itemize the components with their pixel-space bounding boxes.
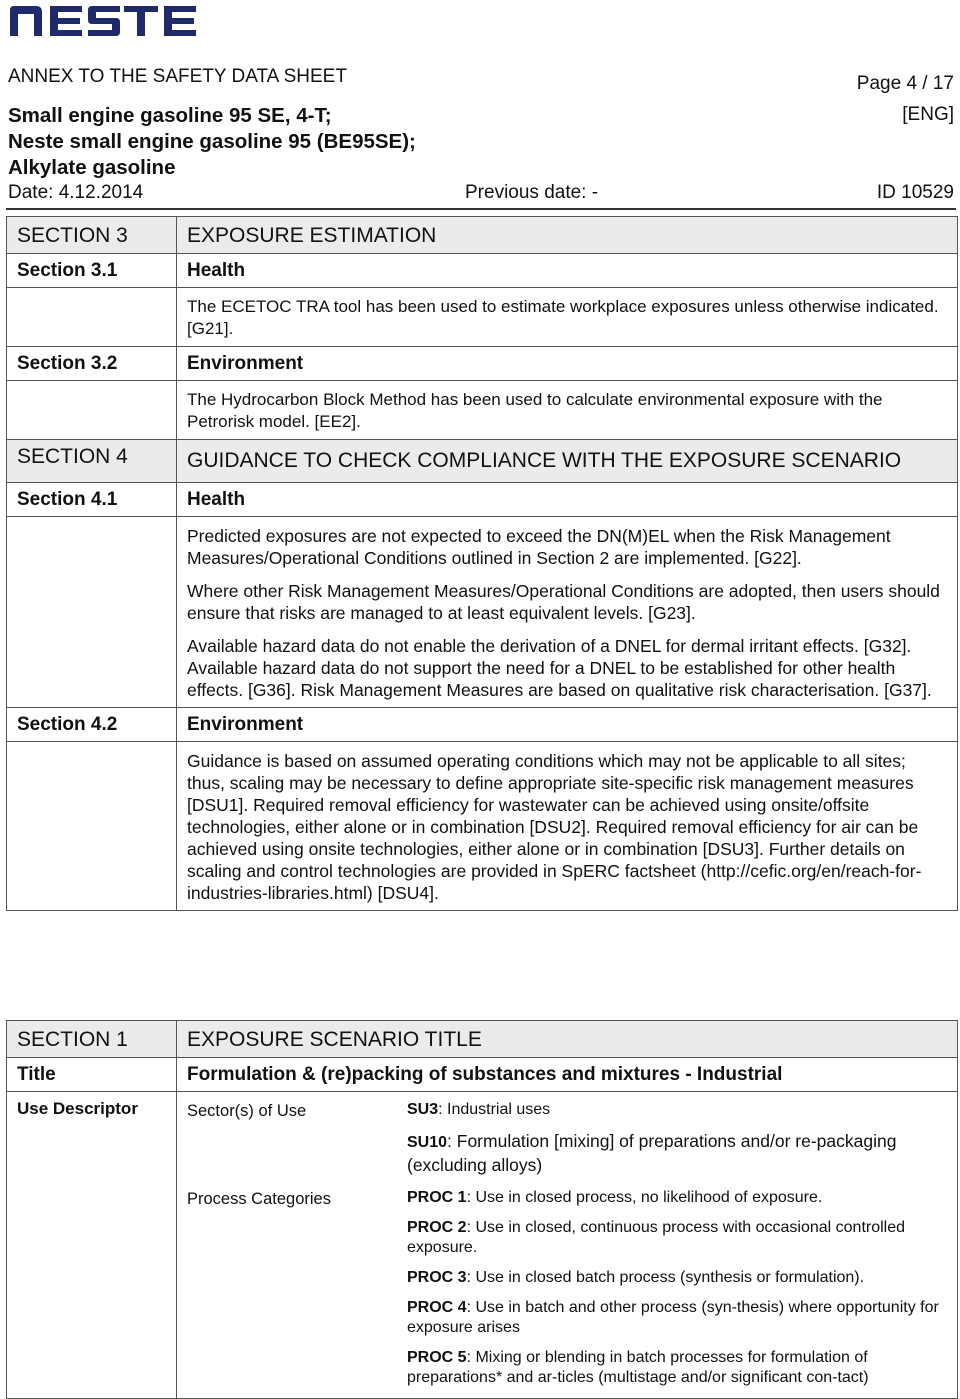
section-4-label: SECTION 4 — [7, 440, 177, 483]
section-3-2-label: Section 3.2 — [7, 347, 177, 381]
section-4-1-para-2: Where other Risk Management Measures/Operational Conditions are adopted, then users should ensure that risks are managed to at least equivalent levels. [G23]. — [187, 581, 940, 623]
exposure-table — [6, 216, 958, 911]
process-item: PROC 4: Use in batch and other process (syn-thesis) where opportunity for exposure arises — [407, 1299, 939, 1336]
process-item: PROC 5: Mixing or blending in batch processes for formulation of preparations* and ar-ticles (multistage and/or significant con-tact) — [407, 1349, 869, 1386]
process-item: PROC 2: Use in closed, continuous process with occasional controlled exposure. — [407, 1219, 906, 1256]
section-4-1-para-1: Predicted exposures are not expected to exceed the DN(M)EL when the Risk Management Measures/Operational Conditions outlined in Section 2 are implemented. [G22]. — [187, 526, 891, 568]
section-4-1-label: Section 4.1 — [7, 483, 177, 517]
section-3-1-label: Section 3.1 — [7, 254, 177, 288]
neste-logo — [8, 4, 198, 43]
language-tag: [ENG] — [902, 104, 954, 125]
section-3-1-title: Health — [177, 254, 958, 288]
section-3-2-title: Environment — [177, 347, 958, 381]
section-4-row — [7, 440, 958, 483]
section-3-label: SECTION 3 — [7, 217, 177, 254]
section-3-2-row — [7, 347, 958, 381]
process-item: PROC 1: Use in closed process, no likelihood of exposure. — [407, 1189, 823, 1206]
sector-item: SU3: Industrial uses — [407, 1101, 551, 1118]
page-number: Page 4 / 17 — [856, 73, 954, 94]
section-4-1-para-3: Available hazard data do not enable the derivation of a DNEL for dermal irritant effects. [G32]. Available hazard data do not support the need for a DNEL to be established for other health effects. [G36]. Risk Management Measures are based on qualitative risk characterisation. [G37]. — [187, 636, 932, 700]
sector-item: SU10: Formulation [mixing] of preparations and/or re-packaging (excluding alloys) — [407, 1131, 897, 1175]
use-descriptor-label: Use Descriptor — [7, 1092, 177, 1399]
process-item: PROC 3: Use in closed batch process (synthesis or formulation). — [407, 1269, 865, 1286]
section-4-title: GUIDANCE TO CHECK COMPLIANCE WITH THE EXPOSURE SCENARIO — [177, 440, 958, 483]
annex-title: ANNEX TO THE SAFETY DATA SHEET — [8, 66, 347, 87]
section-4-2-row — [7, 708, 958, 742]
section-4-2-text: Guidance is based on assumed operating conditions which may not be applicable to all sites; thus, scaling may be necessary to define appropriate site-specific risk management measures [DSU1]. Required removal efficiency for wastewater can be achieved using onsite/offsite technologies, either alone or in combination [DSU2]. Required removal efficiency for air can be achieved using onsite technologies, either alone or in combination [DSU3]. Further details on scaling and control technologies are provided in SpERC factsheet (http://cefic.org/en/reach-for-industries-libraries.html) [DSU4]. — [177, 742, 958, 911]
section-4-1-row — [7, 483, 958, 517]
product-name-1: Small engine gasoline 95 SE, 4-T; — [8, 104, 332, 127]
section-1-label: SECTION 1 — [7, 1021, 177, 1058]
previous-date: Previous date: - — [465, 182, 599, 203]
product-name-3: Alkylate gasoline — [8, 156, 176, 179]
product-name-2: Neste small engine gasoline 95 (BE95SE); — [8, 130, 416, 153]
section-4-1-body-row — [7, 517, 958, 708]
section-3-1-body-row — [7, 288, 958, 347]
document-date: Date: 4.12.2014 — [8, 182, 144, 203]
use-descriptor-grid — [187, 1100, 947, 1398]
use-descriptor-row — [7, 1092, 958, 1399]
section-3-2-text: The Hydrocarbon Block Method has been used to calculate environmental exposure with the Petrorisk model. [EE2]. — [177, 381, 958, 440]
section-1-row — [7, 1021, 958, 1058]
section-4-1-title: Health — [177, 483, 958, 517]
scenario-table — [6, 1020, 958, 1399]
header-divider — [6, 208, 956, 210]
title-row — [7, 1058, 958, 1092]
section-4-2-body-row — [7, 742, 958, 911]
section-3-1-row — [7, 254, 958, 288]
section-4-2-title: Environment — [177, 708, 958, 742]
section-1-title: EXPOSURE SCENARIO TITLE — [177, 1021, 958, 1058]
title-value: Formulation & (re)packing of substances and mixtures - Industrial — [177, 1058, 958, 1092]
title-label: Title — [7, 1058, 177, 1092]
section-4-2-label: Section 4.2 — [7, 708, 177, 742]
document-id: ID 10529 — [876, 182, 954, 203]
section-3-2-body-row — [7, 381, 958, 440]
section-3-title: EXPOSURE ESTIMATION — [177, 217, 958, 254]
section-3-row — [7, 217, 958, 254]
sector-label: Sector(s) of Use — [187, 1102, 307, 1120]
process-label: Process Categories — [187, 1190, 331, 1208]
section-3-1-text: The ECETOC TRA tool has been used to estimate workplace exposures unless otherwise indicated. [G21]. — [177, 288, 958, 347]
